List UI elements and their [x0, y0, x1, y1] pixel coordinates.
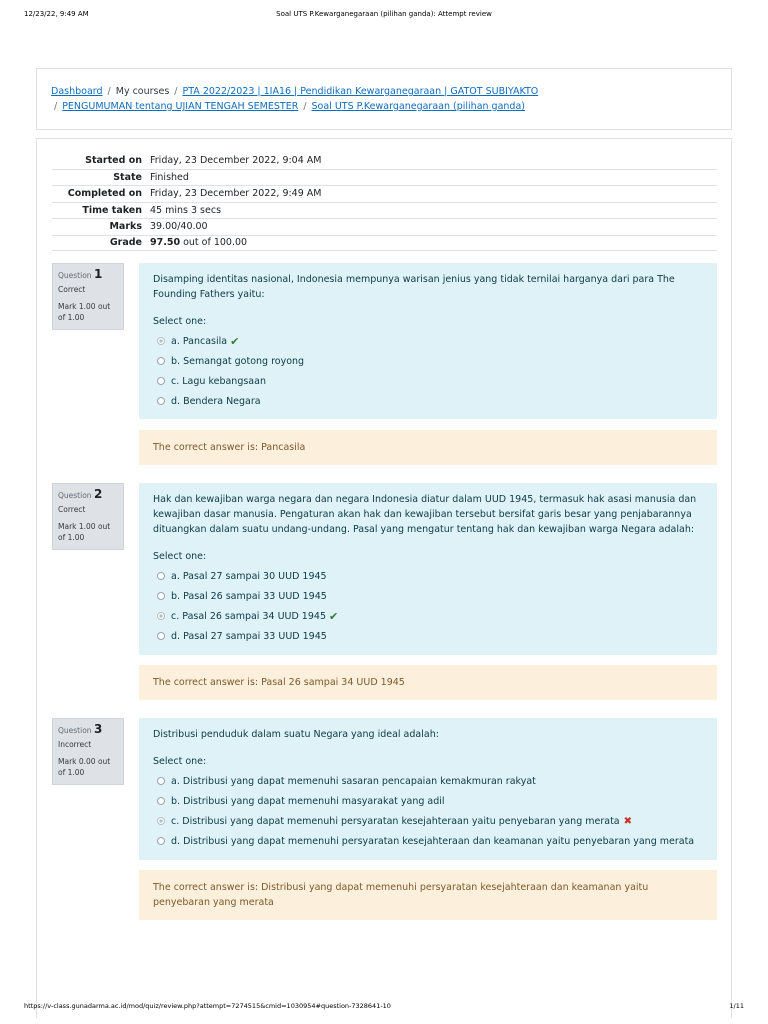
question-mark: Mark 0.00 out of 1.00 — [58, 757, 111, 777]
breadcrumb-quiz[interactable]: Soal UTS P.Kewarganegaraan (pilihan ganda) — [311, 101, 525, 112]
check-icon: ✔ — [329, 609, 339, 623]
grade-out-of: out of 100.00 — [183, 237, 248, 249]
breadcrumb-separator: / — [107, 86, 111, 97]
breadcrumb — [36, 68, 732, 130]
question-mark: Mark 1.00 out of 1.00 — [58, 302, 111, 322]
print-datetime: 12/23/22, 9:49 AM — [24, 10, 89, 18]
summary-row-state — [52, 169, 717, 186]
option-label: b. Distribusi yang dapat memenuhi masyarakat yang adil — [171, 795, 445, 807]
summary-value — [150, 237, 247, 248]
print-page-count: 1/11 — [729, 1002, 744, 1010]
answer-option — [153, 771, 703, 791]
option-label: b. Pasal 26 sampai 33 UUD 1945 — [171, 590, 327, 602]
feedback-text: The correct answer is: Pasal 26 sampai 34 UUD 1945 — [153, 677, 405, 688]
question-state: Incorrect — [58, 740, 92, 749]
feedback-text: The correct answer is: Distribusi yang dapat memenuhi persyaratan kesejahteraan dan keamanan yaitu penyebaran yang merata — [153, 882, 649, 908]
radio-button[interactable] — [157, 592, 165, 600]
question-formulation — [139, 483, 717, 655]
breadcrumb-course[interactable]: PTA 2022/2023 | 1IA16 | Pendidikan Kewarganegaraan | GATOT SUBIYAKTO — [182, 86, 539, 97]
option-label: a. Distribusi yang dapat memenuhi sasaran pencapaian kemakmuran rakyat — [171, 775, 536, 787]
option-label: d. Pasal 27 sampai 33 UUD 1945 — [171, 630, 327, 642]
radio-button[interactable] — [157, 572, 165, 580]
answer-option — [153, 791, 703, 811]
answer-option — [153, 566, 703, 586]
answer-option — [153, 811, 703, 831]
option-label: d. Bendera Negara — [171, 395, 261, 407]
option-label: a. Pancasila — [171, 335, 228, 347]
summary-row-grade — [52, 235, 717, 252]
breadcrumb-my-courses: My courses — [115, 86, 170, 97]
answer-option — [153, 391, 703, 411]
summary-value: Finished — [150, 171, 189, 183]
question-state: Correct — [58, 505, 86, 514]
question-text: Disamping identitas nasional, Indonesia mempunya warisan jenius yang tidak ternilai harganya dari para The Founding Fathers yaitu: — [153, 274, 675, 300]
radio-button[interactable] — [157, 797, 165, 805]
question-number: 2 — [93, 487, 103, 501]
radio-button[interactable] — [157, 337, 165, 345]
breadcrumb-announcement[interactable]: PENGUMUMAN tentang UJIAN TENGAH SEMESTER — [62, 101, 299, 112]
answer-option — [153, 606, 703, 626]
radio-button[interactable] — [157, 357, 165, 365]
summary-label: Time taken — [82, 204, 142, 216]
radio-button[interactable] — [157, 397, 165, 405]
question-info — [52, 718, 124, 785]
feedback-correct-answer — [139, 870, 717, 920]
summary-row-completed — [52, 185, 717, 202]
question-info — [52, 483, 124, 550]
summary-row-started — [52, 152, 717, 169]
print-footer — [0, 1002, 768, 1014]
question-formulation — [139, 718, 717, 860]
select-one-label: Select one: — [153, 756, 207, 767]
cross-icon: ✖ — [623, 815, 633, 827]
question-mark: Mark 1.00 out of 1.00 — [58, 522, 111, 542]
feedback-correct-answer — [139, 665, 717, 700]
question-label: Question — [58, 491, 92, 500]
print-document-title: Soal UTS P.Kewarganegaraan (pilihan ganda): Attempt review — [276, 10, 492, 18]
answer-option — [153, 331, 703, 351]
option-label: b. Semangat gotong royong — [171, 355, 305, 367]
summary-label: Grade — [109, 237, 142, 249]
question-number: 1 — [93, 267, 103, 281]
feedback-correct-answer — [139, 430, 717, 465]
radio-button[interactable] — [157, 837, 165, 845]
question-number: 3 — [93, 722, 103, 736]
feedback-text: The correct answer is: Pancasila — [153, 442, 306, 453]
print-header — [0, 10, 768, 22]
answer-option — [153, 831, 703, 851]
select-one-label: Select one: — [153, 551, 207, 562]
grade-score: 97.50 — [150, 237, 181, 249]
summary-value: Friday, 23 December 2022, 9:49 AM — [150, 188, 322, 200]
answer-option — [153, 371, 703, 391]
question-text: Hak dan kewajiban warga negara dan negara Indonesia diatur dalam UUD 1945, termasuk hak asasi manusia dan kewajiban dasar manusia. Pengaturan akan hak dan kewajiban tersebut bersifat garis besar yang penjabarannya dituangkan dalam suatu undang-undang. Pasal yang mengatur tentang hak dan kewajiban warga Negara adalah: — [153, 494, 697, 535]
question-label: Question — [58, 726, 92, 735]
option-label: d. Distribusi yang dapat memenuhi persyaratan kesejahteraan dan keamanan yaitu penyebaran yang merata — [171, 835, 695, 847]
question-info — [52, 263, 124, 330]
option-label: c. Pasal 26 sampai 34 UUD 1945 — [171, 610, 326, 622]
select-one-label: Select one: — [153, 316, 207, 327]
answer-option — [153, 586, 703, 606]
summary-row-marks — [52, 218, 717, 235]
radio-button[interactable] — [157, 817, 165, 825]
breadcrumb-dashboard[interactable]: Dashboard — [51, 86, 103, 97]
summary-label: Completed on — [67, 188, 142, 200]
breadcrumb-separator: / — [54, 101, 58, 112]
check-icon: ✔ — [230, 334, 240, 348]
answer-option — [153, 626, 703, 646]
breadcrumb-separator: / — [174, 86, 178, 97]
radio-button[interactable] — [157, 777, 165, 785]
summary-value: Friday, 23 December 2022, 9:04 AM — [150, 154, 322, 166]
summary-value: 45 mins 3 secs — [150, 204, 222, 216]
option-label: a. Pasal 27 sampai 30 UUD 1945 — [171, 570, 327, 582]
attempt-summary-table — [52, 152, 717, 251]
summary-row-time-taken — [52, 202, 717, 219]
summary-label: State — [113, 171, 142, 183]
summary-label: Marks — [109, 221, 142, 233]
summary-value: 39.00/40.00 — [150, 221, 208, 233]
answer-option — [153, 351, 703, 371]
radio-button[interactable] — [157, 612, 165, 620]
option-label: c. Distribusi yang dapat memenuhi persyaratan kesejahteraan yaitu penyebaran yang merata — [171, 815, 620, 827]
question-state: Correct — [58, 285, 86, 294]
breadcrumb-separator: / — [303, 101, 307, 112]
question-formulation — [139, 263, 717, 419]
radio-button[interactable] — [157, 377, 165, 385]
question-text: Distribusi penduduk dalam suatu Negara yang ideal adalah: — [153, 729, 439, 740]
radio-button[interactable] — [157, 632, 165, 640]
print-url: https://v-class.gunadarma.ac.id/mod/quiz/review.php?attempt=7274515&cmid=1030954#question-7328641-10 — [24, 1002, 391, 1010]
option-label: c. Lagu kebangsaan — [171, 375, 266, 387]
question-label: Question — [58, 271, 92, 280]
summary-label: Started on — [85, 154, 142, 166]
